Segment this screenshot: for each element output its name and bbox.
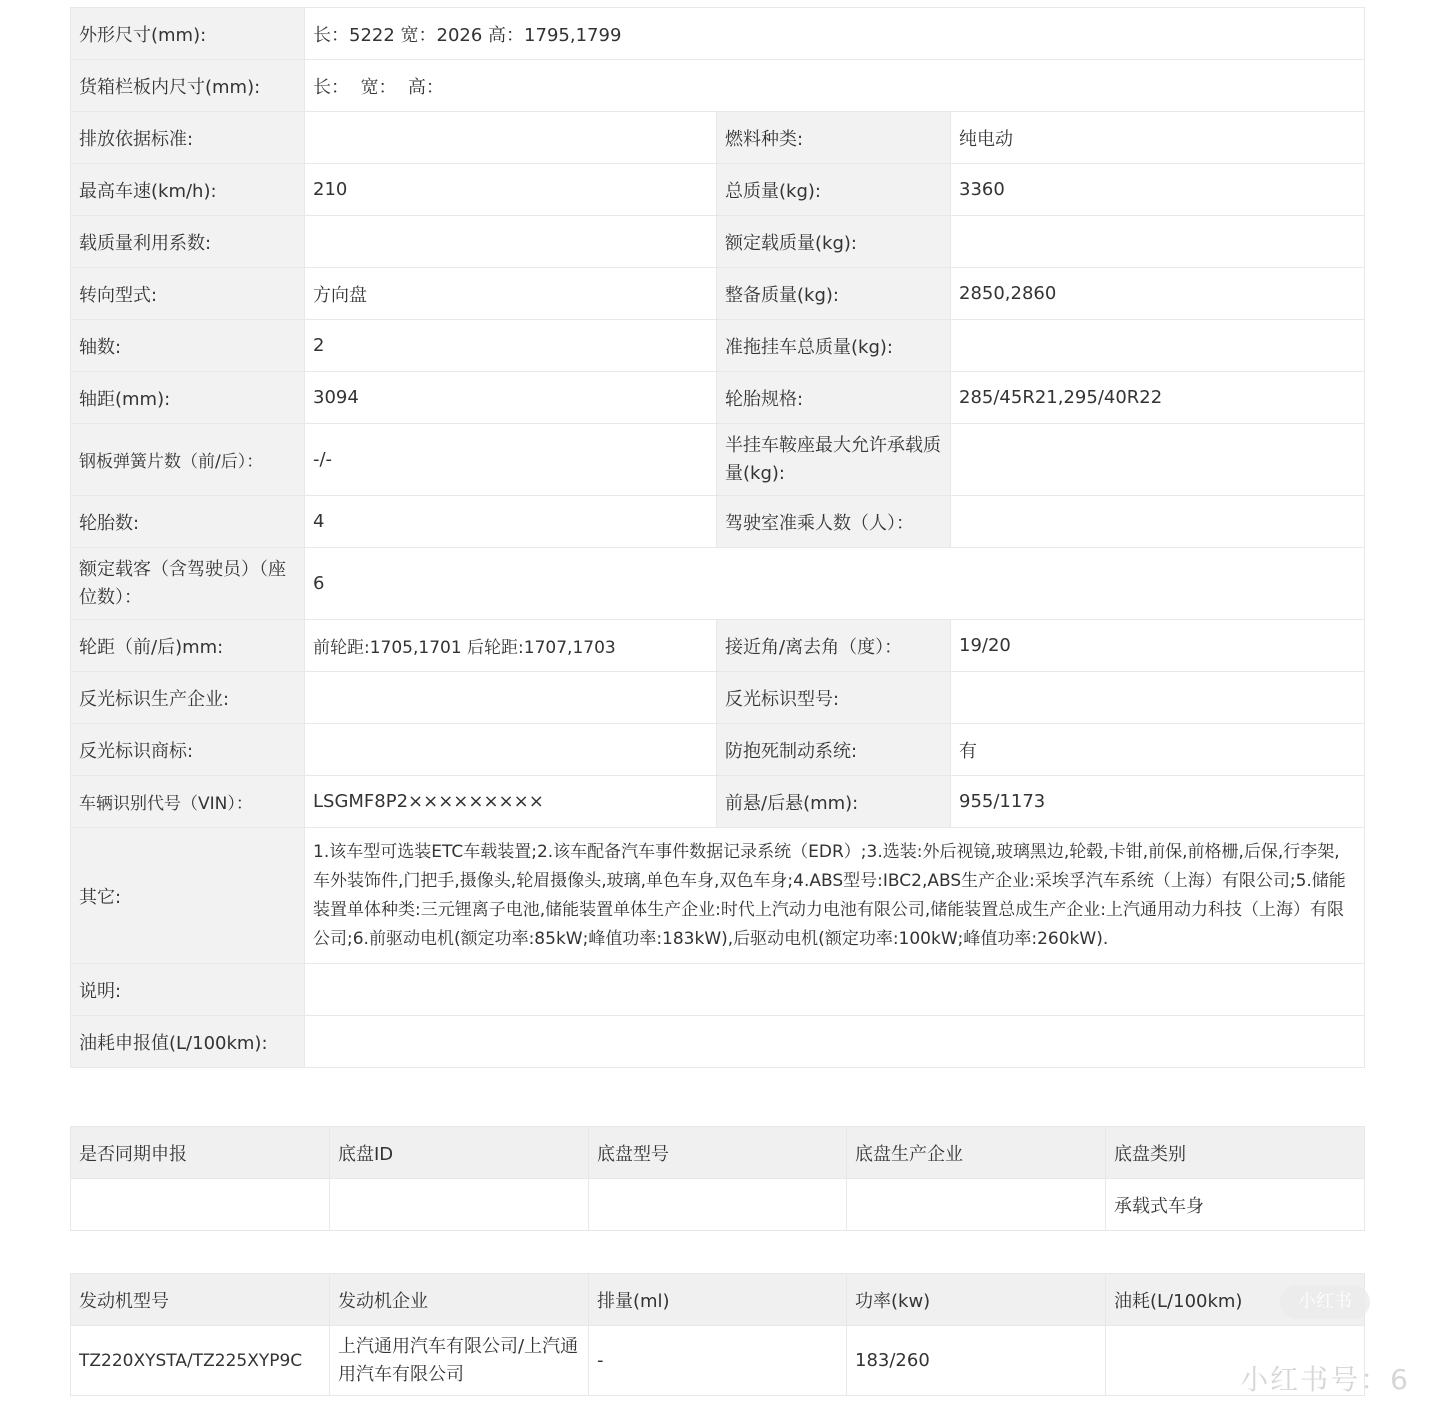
abs-value: 有 <box>951 724 1365 776</box>
reflect-model-value <box>951 672 1365 724</box>
curb-mass-value: 2850,2860 <box>951 268 1365 320</box>
cab-pass-label: 驾驶室准乘人数（人）： <box>717 496 951 548</box>
cargo-dim-label: 货箱栏板内尺寸(mm): <box>71 60 305 112</box>
saddle-value <box>951 424 1365 496</box>
engine-header-power: 功率(kw) <box>847 1274 1106 1326</box>
note-value <box>305 964 1365 1016</box>
vin-label: 车辆识别代号（VIN）： <box>71 776 305 828</box>
trailer-mass-label: 准拖挂车总质量(kg): <box>717 320 951 372</box>
table-row <box>71 964 1365 1016</box>
tires-count-value: 4 <box>305 496 717 548</box>
table-row <box>71 268 1365 320</box>
table-row <box>71 216 1365 268</box>
chassis-cell-sync <box>71 1179 330 1231</box>
watermark-id: 小红书号：6 <box>1240 1363 1410 1396</box>
spec-table <box>70 7 1365 1068</box>
outer-dim-label: 外形尺寸(mm): <box>71 8 305 60</box>
table-row <box>71 1326 1365 1396</box>
engine-header-displacement: 排量(ml) <box>589 1274 847 1326</box>
steering-label: 转向型式: <box>71 268 305 320</box>
table-row <box>71 672 1365 724</box>
engine-header-model: 发动机型号 <box>71 1274 330 1326</box>
fuel-cons-value <box>305 1016 1365 1068</box>
table-row <box>71 320 1365 372</box>
cab-pass-value <box>951 496 1365 548</box>
angle-value: 19/20 <box>951 620 1365 672</box>
reflect-maker-value <box>305 672 717 724</box>
rated-load-label: 额定载质量(kg): <box>717 216 951 268</box>
leaf-spring-value: -/- <box>305 424 717 496</box>
chassis-cell-model <box>589 1179 847 1231</box>
table-row <box>71 828 1365 964</box>
emission-value <box>305 112 717 164</box>
vin-value: LSGMF8P2××××××××× <box>305 776 717 828</box>
table-row <box>71 548 1365 620</box>
chassis-table <box>70 1126 1365 1231</box>
note-label: 说明: <box>71 964 305 1016</box>
wheelbase-label: 轴距(mm): <box>71 372 305 424</box>
fuel-cons-label: 油耗申报值(L/100km): <box>71 1016 305 1068</box>
rated-load-value <box>951 216 1365 268</box>
track-label: 轮距（前/后)mm: <box>71 620 305 672</box>
load-coef-label: 载质量利用系数: <box>71 216 305 268</box>
leaf-spring-label: 钢板弹簧片数（前/后）： <box>71 424 305 496</box>
track-value: 前轮距:1705,1701 后轮距:1707,1703 <box>305 620 717 672</box>
outer-dim-value: 长：5222 宽：2026 高：1795,1799 <box>305 8 1365 60</box>
axles-label: 轴数: <box>71 320 305 372</box>
chassis-header-maker: 底盘生产企业 <box>847 1127 1106 1179</box>
engine-header-consumption: 油耗(L/100km) <box>1106 1274 1365 1326</box>
reflect-maker-label: 反光标识生产企业: <box>71 672 305 724</box>
table-row <box>71 372 1365 424</box>
table-header-row <box>71 1274 1365 1326</box>
table-row <box>71 776 1365 828</box>
max-speed-value: 210 <box>305 164 717 216</box>
other-value: 1.该车型可选装ETC车载装置;2.该车配备汽车事件数据记录系统（EDR）;3.选装:外后视镜,玻璃黑边,轮毂,卡钳,前保,前格栅,后保,行李架,车外装饰件,门把手,摄像头,轮眉摄像头,玻璃,单色车身,双色车身;4.ABS型号:IBC2,ABS生产企业:采埃孚汽车系统（上海）有限公司;5.储能装置单体种类:三元锂离子电池,储能装置单体生产企业:时代上汽动力电池有限公司,储能装置总成生产企业:上汽通用动力科技（上海）有限公司;6.前驱动电机(额定功率:85kW;峰值功率:183kW),后驱动电机(额定功率:100kW;峰值功率:260kW). <box>305 828 1365 964</box>
reflect-brand-value <box>305 724 717 776</box>
trailer-mass-value <box>951 320 1365 372</box>
table-row <box>71 1016 1365 1068</box>
abs-label: 防抱死制动系统: <box>717 724 951 776</box>
table-row <box>71 60 1365 112</box>
table-row <box>71 620 1365 672</box>
table-row <box>71 8 1365 60</box>
engine-cell-maker: 上汽通用汽车有限公司/上汽通用汽车有限公司 <box>330 1326 589 1396</box>
table-row <box>71 1179 1365 1231</box>
chassis-cell-maker <box>847 1179 1106 1231</box>
fuel-value: 纯电动 <box>951 112 1365 164</box>
table-row <box>71 424 1365 496</box>
chassis-header-type: 底盘类别 <box>1106 1127 1365 1179</box>
engine-cell-power: 183/260 <box>847 1326 1106 1396</box>
wheelbase-value: 3094 <box>305 372 717 424</box>
chassis-header-id: 底盘ID <box>330 1127 589 1179</box>
rated-pass-value: 6 <box>305 548 1365 620</box>
table-row <box>71 724 1365 776</box>
curb-mass-label: 整备质量(kg): <box>717 268 951 320</box>
tire-spec-value: 285/45R21,295/40R22 <box>951 372 1365 424</box>
load-coef-value <box>305 216 717 268</box>
axles-value: 2 <box>305 320 717 372</box>
table-row <box>71 496 1365 548</box>
emission-label: 排放依据标准: <box>71 112 305 164</box>
reflect-brand-label: 反光标识商标: <box>71 724 305 776</box>
table-row <box>71 164 1365 216</box>
total-mass-label: 总质量(kg): <box>717 164 951 216</box>
total-mass-value: 3360 <box>951 164 1365 216</box>
overhang-label: 前悬/后悬(mm): <box>717 776 951 828</box>
chassis-header-model: 底盘型号 <box>589 1127 847 1179</box>
chassis-header-sync: 是否同期申报 <box>71 1127 330 1179</box>
other-label: 其它: <box>71 828 305 964</box>
angle-label: 接近角/离去角（度）： <box>717 620 951 672</box>
engine-table <box>70 1273 1365 1396</box>
cargo-dim-value: 长： 宽： 高： <box>305 60 1365 112</box>
chassis-cell-id <box>330 1179 589 1231</box>
overhang-value: 955/1173 <box>951 776 1365 828</box>
engine-cell-model: TZ220XYSTA/TZ225XYP9C <box>71 1326 330 1396</box>
reflect-model-label: 反光标识型号: <box>717 672 951 724</box>
watermark-logo: 小红书 <box>1280 1285 1370 1319</box>
steering-value: 方向盘 <box>305 268 717 320</box>
engine-cell-displacement: - <box>589 1326 847 1396</box>
tires-count-label: 轮胎数: <box>71 496 305 548</box>
table-header-row <box>71 1127 1365 1179</box>
saddle-label: 半挂车鞍座最大允许承载质量(kg): <box>717 424 951 496</box>
table-row <box>71 112 1365 164</box>
chassis-cell-type: 承载式车身 <box>1106 1179 1365 1231</box>
engine-header-maker: 发动机企业 <box>330 1274 589 1326</box>
fuel-label: 燃料种类: <box>717 112 951 164</box>
rated-pass-label: 额定载客（含驾驶员）（座位数）： <box>71 548 305 620</box>
tire-spec-label: 轮胎规格: <box>717 372 951 424</box>
max-speed-label: 最高车速(km/h): <box>71 164 305 216</box>
